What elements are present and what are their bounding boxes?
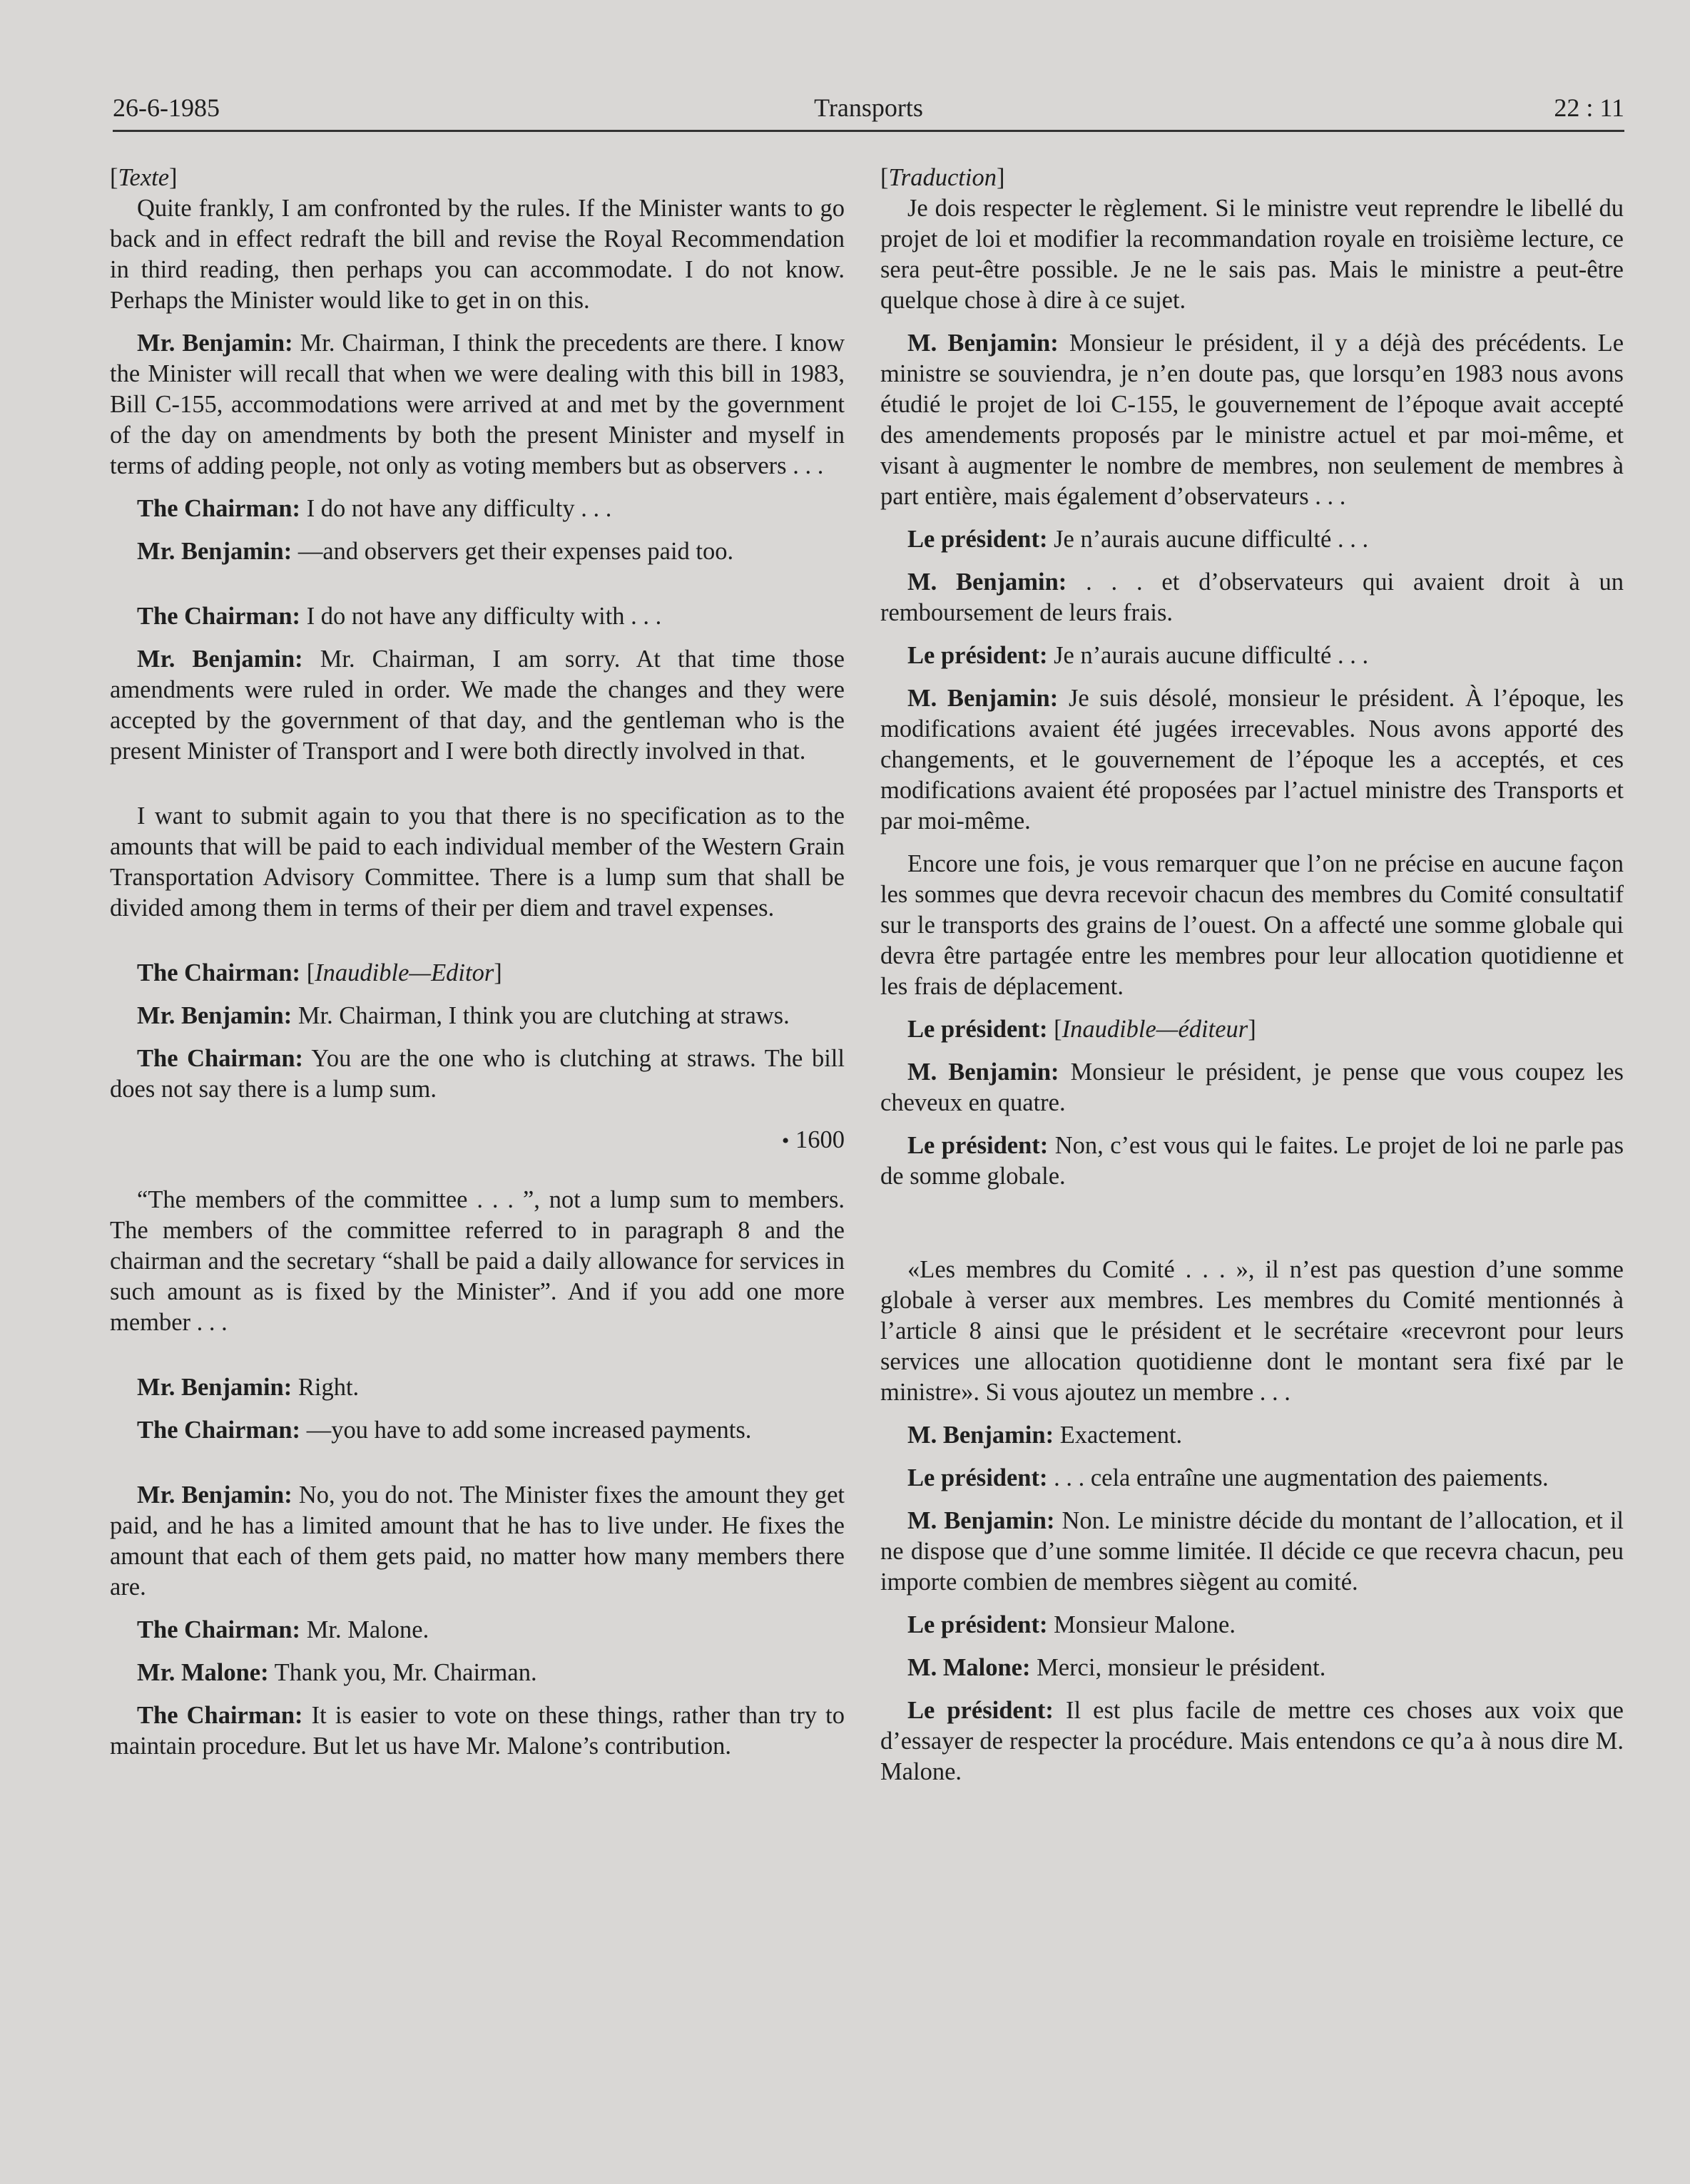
speaker-paragraph: The Chairman: I do not have any difficulty with . . . [137, 603, 662, 630]
english-column [110, 163, 845, 1774]
speaker-paragraph: M. Benjamin: Non. Le ministre décide du montant de l’allocation, et il ne dispose que d’une somme limitée. Il décide ce que recevra chacun, peu importe combien de membres siègent au comité. [880, 1507, 1624, 1596]
time-marker: • 1600 [781, 1126, 845, 1153]
bullet-icon: • [781, 1129, 790, 1153]
paragraph: «Les membres du Comité . . . », il n’est pas question d’une somme globale à verser aux membres. Les membres du Comité mentionnés à l’article 8 ainsi que le président et le secrétaire «recevront pour leurs services une allocation quotidienne dont le montant sera fixé par le ministre». Si vous ajoutez un membre . . . [880, 1256, 1624, 1406]
speaker-paragraph: Le président: . . . cela entraîne une augmentation des paiements. [907, 1464, 1549, 1491]
speaker-name: The Chairman: [137, 1702, 303, 1729]
speaker-name: Mr. Malone: [137, 1659, 269, 1686]
speaker-name: The Chairman: [137, 959, 301, 986]
speaker-name: Le président: [907, 1016, 1048, 1043]
language-tag: [Traduction] [880, 164, 1005, 191]
speaker-paragraph: M. Benjamin: Exactement. [907, 1422, 1183, 1449]
speaker-paragraph: The Chairman: Mr. Malone. [137, 1616, 429, 1643]
speaker-paragraph: Le président: Je n’aurais aucune difficulté . . . [907, 526, 1369, 553]
speaker-paragraph: Le président: Je n’aurais aucune difficulté . . . [907, 642, 1369, 669]
paragraph: “The members of the committee . . . ”, not a lump sum to members. The members of the committee referred to in paragraph 8 and the chairman and the secretary “shall be paid a daily allowance for services in such amount as is fixed by the Minister”. And if you add one more member . . . [110, 1186, 845, 1336]
speaker-name: Le président: [907, 1464, 1048, 1491]
paragraph: I want to submit again to you that there is no specification as to the amounts that will be paid to each individual member of the Western Grain Transportation Advisory Committee. There is a lump sum that shall be divided among them in terms of their per diem and travel expenses. [110, 802, 845, 922]
speaker-paragraph: The Chairman: You are the one who is clutching at straws. The bill does not say there is a lump sum. [110, 1045, 845, 1103]
speaker-name: Mr. Benjamin: [137, 1481, 292, 1509]
speaker-name: Le président: [907, 1132, 1049, 1159]
running-header [113, 93, 1624, 132]
speaker-paragraph: M. Benjamin: Monsieur le président, je pense que vous coupez les cheveux en quatre. [880, 1058, 1624, 1116]
speaker-name: The Chairman: [137, 603, 301, 630]
speaker-paragraph: The Chairman: [Inaudible—Editor] [137, 959, 502, 986]
speaker-name: Le président: [907, 526, 1048, 553]
speaker-paragraph: M. Benjamin: . . . et d’observateurs qui avaient droit à un remboursement de leurs frais. [880, 568, 1624, 626]
speaker-paragraph: Le président: Monsieur Malone. [907, 1611, 1236, 1638]
speaker-name: M. Benjamin: [907, 568, 1067, 596]
speaker-name: Mr. Benjamin: [137, 538, 292, 565]
header-page-number: 22 : 11 [1554, 93, 1624, 122]
speaker-name: Mr. Benjamin: [137, 645, 303, 673]
language-tag: [Texte] [110, 164, 178, 191]
speaker-name: M. Malone: [907, 1654, 1031, 1681]
speaker-paragraph: M. Benjamin: Je suis désolé, monsieur le président. À l’époque, les modifications avaient été jugées irrecevables. Nous avons apporté des changements, et le gouvernement de l’époque les a acceptés, et ces modifications avaient été proposées par l’actuel ministre des Transports et par moi-même. [880, 685, 1624, 835]
speaker-paragraph: The Chairman: —you have to add some increased payments. [137, 1417, 752, 1444]
paragraph: Je dois respecter le règlement. Si le ministre veut reprendre le libellé du projet de loi et modifier la recommandation royale en troisième lecture, ce sera peut-être possible. Je ne le sais pas. Mais le ministre a peut-être quelque chose à dire à ce sujet. [880, 195, 1624, 314]
speaker-name: M. Benjamin: [907, 1058, 1059, 1086]
speaker-name: Mr. Benjamin: [137, 1002, 292, 1029]
speaker-paragraph: M. Benjamin: Monsieur le président, il y a déjà des précédents. Le ministre se souviendra, je n’en doute pas, que lorsqu’en 1983 nous avons étudié le projet de loi C-155, le gouvernement de l’époque avait accepté des amendements proposés par le ministre actuel et par moi-même, et visant à augmenter le nombre de membres, non seulement de membres à part entière, mais également d’observateurs . . . [880, 330, 1624, 510]
speaker-paragraph: The Chairman: It is easier to vote on these things, rather than try to maintain procedure. But let us have Mr. Malone’s contribution. [110, 1702, 845, 1760]
header-date: 26-6-1985 [113, 93, 220, 122]
speaker-name: Le président: [907, 1611, 1048, 1638]
speaker-paragraph: Le président: Il est plus facile de mettre ces choses aux voix que d’essayer de respecter la procédure. Mais entendons ce qu’a à nous dire M. Malone. [880, 1697, 1624, 1785]
speaker-name: The Chairman: [137, 1417, 301, 1444]
speaker-paragraph: Mr. Benjamin: Mr. Chairman, I think you are clutching at straws. [137, 1002, 790, 1029]
speaker-paragraph: Le président: Non, c’est vous qui le faites. Le projet de loi ne parle pas de somme globale. [880, 1132, 1624, 1190]
speaker-name: The Chairman: [137, 1045, 304, 1072]
speaker-paragraph: Le président: [Inaudible—éditeur] [907, 1016, 1256, 1043]
speaker-paragraph: Mr. Benjamin: —and observers get their expenses paid too. [137, 538, 734, 565]
speaker-paragraph: Mr. Benjamin: No, you do not. The Minister fixes the amount they get paid, and he has a limited amount that he has to live under. He fixes the amount that each of them gets paid, no matter how many members there are. [110, 1481, 845, 1601]
speaker-paragraph: Mr. Malone: Thank you, Mr. Chairman. [137, 1659, 537, 1686]
speaker-name: Le président: [907, 642, 1048, 669]
header-title: Transports [814, 93, 923, 122]
speaker-paragraph: Mr. Benjamin: Right. [137, 1374, 360, 1401]
speaker-name: Mr. Benjamin: [137, 330, 293, 357]
speaker-paragraph: The Chairman: I do not have any difficulty . . . [137, 495, 612, 522]
speaker-name: M. Benjamin: [907, 685, 1059, 712]
speaker-name: M. Benjamin: [907, 1507, 1055, 1534]
speaker-paragraph: Mr. Benjamin: Mr. Chairman, I am sorry. At that time those amendments were ruled in order. We made the changes and they were accepted by the government of that day, and the gentleman who is the present Minister of Transport and I were both directly involved in that. [110, 645, 845, 765]
paragraph: Quite frankly, I am confronted by the rules. If the Minister wants to go back and in effect redraft the bill and revise the Royal Recommendation in third reading, then perhaps you can accommodate. I do not know. Perhaps the Minister would like to get in on this. [110, 195, 845, 314]
speaker-name: M. Benjamin: [907, 330, 1059, 357]
speaker-name: Le président: [907, 1697, 1054, 1724]
paragraph: Encore une fois, je vous remarquer que l’on ne précise en aucune façon les sommes que devra recevoir chacun des membres du Comité consultatif sur le transports des grains de l’ouest. On a affecté une somme globale qui devra être partagée entre les membres pour leur allocation quotidienne et les frais de déplacement. [880, 850, 1624, 1000]
french-column [880, 163, 1624, 1800]
speaker-paragraph: Mr. Benjamin: Mr. Chairman, I think the precedents are there. I know the Minister will recall that when we were dealing with this bill in 1983, Bill C-155, accommodations were arrived at and met by the government of the day on amendments by both the present Minister and myself in terms of adding people, not only as voting members but as observers . . . [110, 330, 845, 479]
speaker-name: Mr. Benjamin: [137, 1374, 292, 1401]
speaker-name: M. Benjamin: [907, 1422, 1054, 1449]
speaker-name: The Chairman: [137, 1616, 301, 1643]
speaker-name: The Chairman: [137, 495, 301, 522]
speaker-paragraph: M. Malone: Merci, monsieur le président. [907, 1654, 1326, 1681]
